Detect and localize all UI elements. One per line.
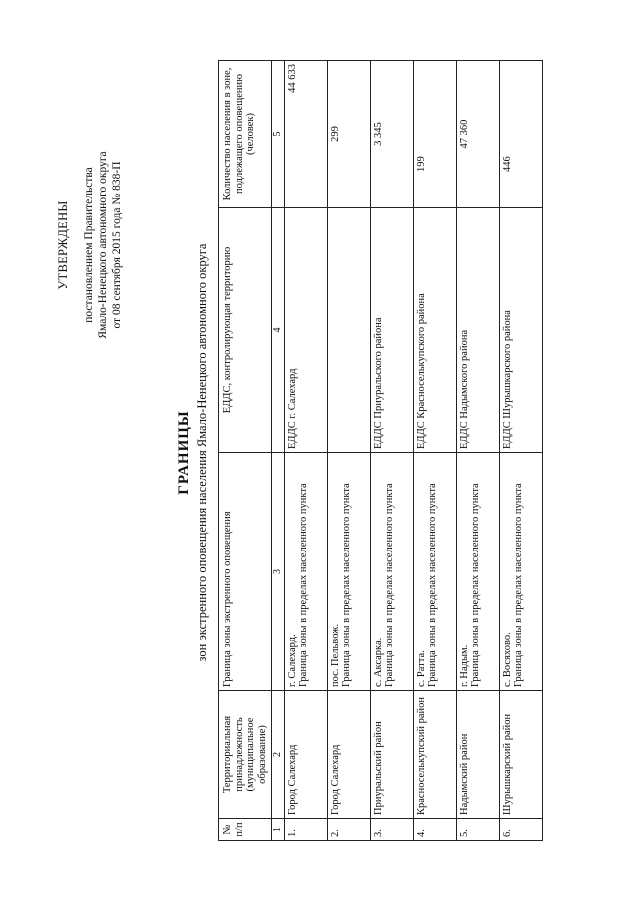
zone-text: Граница зоны в пределах населенного пункта [427, 483, 438, 687]
row-edds [327, 208, 370, 453]
table-row [499, 61, 542, 841]
zone-text: Граница зоны в пределах населенного пункта [341, 483, 352, 687]
row-population: 3 345 [370, 61, 413, 208]
row-territory: Приуральский район [370, 691, 413, 819]
document-title: ГРАНИЦЫ [176, 410, 192, 495]
column-number-row [272, 61, 285, 841]
header-num: № п/п [219, 819, 272, 841]
column-number: 5 [272, 61, 285, 208]
zone-place: с. Восяхово. [501, 632, 513, 687]
approval-line-1: постановлением Правительства [83, 167, 95, 323]
table-row [284, 61, 327, 841]
table-header-row [219, 61, 272, 841]
approval-heading: УТВЕРЖДЕНЫ [56, 200, 70, 290]
column-number: 1 [272, 819, 285, 841]
row-edds: ЕДДС Шурышкарского района [499, 208, 542, 453]
zone-place: пос. Пельвож. [329, 623, 341, 687]
table-row [456, 61, 499, 841]
zone-text: Граница зоны в пределах населенного пункта [298, 483, 309, 687]
approval-line-2: Ямало-Ненецкого автономного округа [97, 151, 109, 339]
zone-text: Граница зоны в пределах населенного пункта [384, 483, 395, 687]
row-num: 2. [327, 819, 370, 841]
zone-text: Граница зоны в пределах населенного пункта [470, 483, 481, 687]
table-row [413, 61, 456, 841]
row-territory: Красноселькупский район [413, 691, 456, 819]
header-territory: Территориальная принадлежность (муниципальное образование) [219, 691, 272, 819]
row-edds: ЕДДС Надымского района [456, 208, 499, 453]
row-zone [370, 453, 413, 691]
approval-line-3: от 08 сентября 2015 года № 838-П [111, 161, 123, 329]
row-num: 4. [413, 819, 456, 841]
document-subtitle: зон экстренного оповещения населения Ямало-Ненецкого автономного округа [195, 243, 209, 662]
row-territory: Город Салехард [284, 691, 327, 819]
column-number: 4 [272, 208, 285, 453]
column-number: 2 [272, 691, 285, 819]
row-population: 199 [413, 61, 456, 208]
zone-place: г. Надым. [458, 644, 470, 687]
row-population: 446 [499, 61, 542, 208]
header-zone: Граница зоны экстренного оповещения [219, 453, 272, 691]
zone-text: Граница зоны в пределах населенного пункта [513, 483, 524, 687]
table-row [370, 61, 413, 841]
header-population: Количество населения в зоне, подлежащего оповещению (человек) [219, 61, 272, 208]
row-territory: Шурышкарский район [499, 691, 542, 819]
row-population: 47 360 [456, 61, 499, 208]
row-num: 1. [284, 819, 327, 841]
approval-block [56, 85, 124, 405]
column-number: 3 [272, 453, 285, 691]
row-edds: ЕДДС Красноселькупского района [413, 208, 456, 453]
table-row [327, 61, 370, 841]
row-num: 6. [499, 819, 542, 841]
row-edds: ЕДДС г. Салехард [284, 208, 327, 453]
row-territory: Надымский район [456, 691, 499, 819]
header-edds: ЕДДС, контролирующая территорию [219, 208, 272, 453]
row-num: 3. [370, 819, 413, 841]
zone-place: г. Салехард. [286, 634, 298, 687]
row-population: 299 [327, 61, 370, 208]
row-population: 44 633 [284, 61, 327, 208]
zone-place: с. Аксарка. [372, 637, 384, 687]
zones-table [218, 60, 543, 841]
row-zone [284, 453, 327, 691]
row-zone [327, 453, 370, 691]
row-zone [499, 453, 542, 691]
row-num: 5. [456, 819, 499, 841]
zone-place: с. Ратта. [415, 650, 427, 687]
row-zone [456, 453, 499, 691]
row-territory: Город Салехард [327, 691, 370, 819]
row-zone [413, 453, 456, 691]
row-edds: ЕДДС Приуральского района [370, 208, 413, 453]
